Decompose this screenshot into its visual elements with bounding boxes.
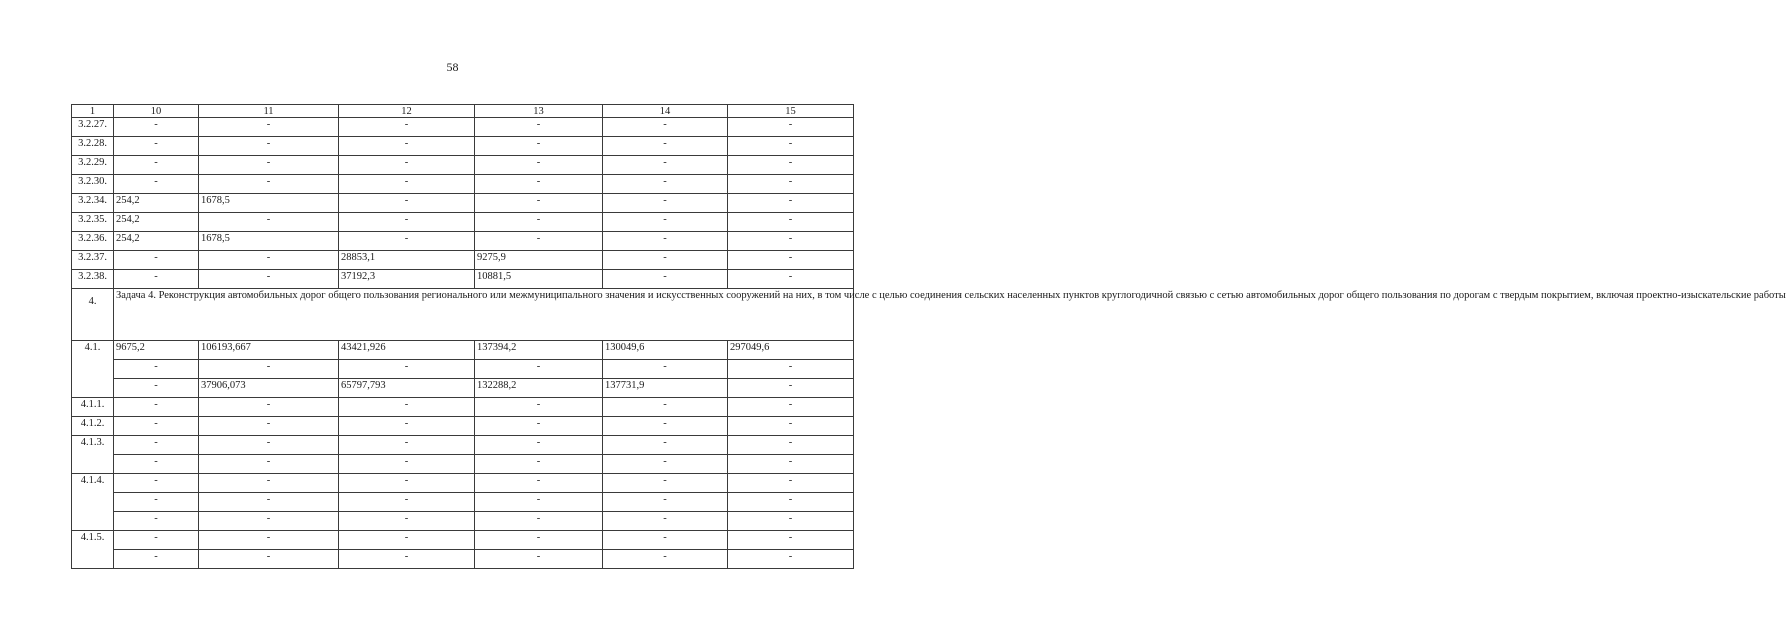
table-row bbox=[72, 398, 854, 417]
value-cell: - bbox=[475, 417, 603, 436]
table-row bbox=[72, 156, 854, 175]
value-cell: - bbox=[114, 436, 199, 455]
value-cell: 130049,6 bbox=[603, 341, 728, 360]
value-cell: - bbox=[114, 270, 199, 289]
value-cell: - bbox=[199, 455, 339, 474]
value-cell: - bbox=[728, 417, 854, 436]
row-number: 3.2.34. bbox=[72, 194, 114, 213]
row-number: 3.2.29. bbox=[72, 156, 114, 175]
table-row bbox=[72, 118, 854, 137]
value-cell: - bbox=[603, 251, 728, 270]
value-cell: - bbox=[114, 137, 199, 156]
table-row bbox=[72, 512, 854, 531]
value-cell: - bbox=[199, 251, 339, 270]
value-cell: - bbox=[603, 118, 728, 137]
value-cell: - bbox=[475, 232, 603, 251]
value-cell: - bbox=[114, 531, 199, 550]
value-cell: - bbox=[603, 156, 728, 175]
row-number: 3.2.28. bbox=[72, 137, 114, 156]
value-cell: 254,2 bbox=[114, 213, 199, 232]
row-number: 3.2.27. bbox=[72, 118, 114, 137]
value-cell: - bbox=[199, 417, 339, 436]
task-row bbox=[72, 289, 854, 341]
table-row bbox=[72, 270, 854, 289]
row-number: 3.2.37. bbox=[72, 251, 114, 270]
value-cell: - bbox=[475, 512, 603, 531]
value-cell: 10881,5 bbox=[475, 270, 603, 289]
value-cell: - bbox=[603, 398, 728, 417]
row-number: 4.1.5. bbox=[72, 531, 114, 569]
value-cell: - bbox=[114, 455, 199, 474]
value-cell: - bbox=[339, 550, 475, 569]
value-cell: - bbox=[339, 493, 475, 512]
table-row bbox=[72, 137, 854, 156]
row-number: 3.2.30. bbox=[72, 175, 114, 194]
column-header: 15 bbox=[728, 105, 854, 118]
value-cell: 9675,2 bbox=[114, 341, 199, 360]
value-cell: - bbox=[728, 194, 854, 213]
table-row bbox=[72, 550, 854, 569]
table-row bbox=[72, 436, 854, 455]
row-number: 3.2.36. bbox=[72, 232, 114, 251]
header-row bbox=[72, 105, 854, 118]
value-cell: - bbox=[339, 474, 475, 493]
value-cell: - bbox=[728, 118, 854, 137]
value-cell: 37906,073 bbox=[199, 379, 339, 398]
value-cell: - bbox=[114, 379, 199, 398]
value-cell: - bbox=[339, 137, 475, 156]
task-description: Задача 4. Реконструкция автомобильных дорог общего пользования регионального или межмуниципального значения и искусственных сооружений на них, в том числе с целью соединения сельских населенных пунктов круглогодичной связью с сетью автомобильных дорог общего пользования по дорогам с твердым покрытием, включая проектно-изыскательские работы bbox=[114, 289, 854, 341]
value-cell: - bbox=[199, 360, 339, 379]
value-cell: 106193,667 bbox=[199, 341, 339, 360]
value-cell: - bbox=[475, 493, 603, 512]
value-cell: - bbox=[475, 213, 603, 232]
table-row bbox=[72, 213, 854, 232]
value-cell: - bbox=[339, 156, 475, 175]
value-cell: - bbox=[199, 118, 339, 137]
table-row bbox=[72, 493, 854, 512]
row-number: 3.2.38. bbox=[72, 270, 114, 289]
value-cell: - bbox=[199, 137, 339, 156]
value-cell: - bbox=[728, 213, 854, 232]
value-cell: - bbox=[728, 531, 854, 550]
value-cell: 28853,1 bbox=[339, 251, 475, 270]
column-header: 14 bbox=[603, 105, 728, 118]
value-cell: - bbox=[728, 398, 854, 417]
value-cell: - bbox=[114, 512, 199, 531]
column-header: 1 bbox=[72, 105, 114, 118]
value-cell: - bbox=[475, 194, 603, 213]
value-cell: - bbox=[199, 531, 339, 550]
row-number: 4.1. bbox=[72, 341, 114, 398]
value-cell: - bbox=[339, 175, 475, 194]
row-number: 4.1.4. bbox=[72, 474, 114, 531]
value-cell: - bbox=[728, 270, 854, 289]
value-cell: - bbox=[114, 118, 199, 137]
value-cell: - bbox=[339, 531, 475, 550]
value-cell: - bbox=[475, 474, 603, 493]
value-cell: 65797,793 bbox=[339, 379, 475, 398]
table-row bbox=[72, 531, 854, 550]
value-cell: - bbox=[475, 550, 603, 569]
value-cell: 9275,9 bbox=[475, 251, 603, 270]
row-number: 4.1.1. bbox=[72, 398, 114, 417]
value-cell: - bbox=[728, 550, 854, 569]
value-cell: - bbox=[475, 531, 603, 550]
value-cell: - bbox=[475, 175, 603, 194]
value-cell: - bbox=[603, 232, 728, 251]
value-cell: - bbox=[728, 455, 854, 474]
value-cell: - bbox=[339, 436, 475, 455]
value-cell: - bbox=[603, 213, 728, 232]
row-number: 4.1.2. bbox=[72, 417, 114, 436]
table-row bbox=[72, 251, 854, 270]
value-cell: - bbox=[339, 455, 475, 474]
value-cell: - bbox=[603, 455, 728, 474]
value-cell: - bbox=[603, 175, 728, 194]
value-cell: - bbox=[603, 436, 728, 455]
value-cell: - bbox=[339, 512, 475, 531]
value-cell: - bbox=[114, 360, 199, 379]
column-header: 10 bbox=[114, 105, 199, 118]
value-cell: - bbox=[603, 550, 728, 569]
value-cell: - bbox=[475, 156, 603, 175]
value-cell: 137731,9 bbox=[603, 379, 728, 398]
value-cell: - bbox=[114, 417, 199, 436]
value-cell: - bbox=[475, 398, 603, 417]
value-cell: - bbox=[339, 360, 475, 379]
value-cell: - bbox=[603, 512, 728, 531]
value-cell: - bbox=[339, 398, 475, 417]
value-cell: - bbox=[728, 360, 854, 379]
value-cell: 43421,926 bbox=[339, 341, 475, 360]
table-row bbox=[72, 194, 854, 213]
value-cell: - bbox=[199, 213, 339, 232]
table-row bbox=[72, 455, 854, 474]
column-header: 12 bbox=[339, 105, 475, 118]
value-cell: - bbox=[339, 232, 475, 251]
value-cell: 254,2 bbox=[114, 194, 199, 213]
value-cell: 254,2 bbox=[114, 232, 199, 251]
row-number: 3.2.35. bbox=[72, 213, 114, 232]
value-cell: 1678,5 bbox=[199, 194, 339, 213]
value-cell: - bbox=[728, 474, 854, 493]
value-cell: - bbox=[603, 270, 728, 289]
value-cell: - bbox=[603, 417, 728, 436]
value-cell: - bbox=[114, 398, 199, 417]
table-row bbox=[72, 379, 854, 398]
value-cell: - bbox=[728, 175, 854, 194]
value-cell: - bbox=[339, 417, 475, 436]
value-cell: - bbox=[728, 232, 854, 251]
page-number: 58 bbox=[446, 60, 459, 74]
value-cell: - bbox=[114, 550, 199, 569]
value-cell: - bbox=[728, 436, 854, 455]
value-cell: - bbox=[728, 137, 854, 156]
value-cell: - bbox=[114, 474, 199, 493]
value-cell: - bbox=[603, 194, 728, 213]
value-cell: - bbox=[603, 137, 728, 156]
value-cell: - bbox=[475, 360, 603, 379]
value-cell: - bbox=[199, 175, 339, 194]
value-cell: - bbox=[199, 493, 339, 512]
table-row bbox=[72, 360, 854, 379]
table-row bbox=[72, 175, 854, 194]
value-cell: - bbox=[475, 455, 603, 474]
value-cell: - bbox=[728, 379, 854, 398]
value-cell: - bbox=[603, 493, 728, 512]
value-cell: - bbox=[603, 474, 728, 493]
column-header: 11 bbox=[199, 105, 339, 118]
value-cell: - bbox=[728, 493, 854, 512]
column-header: 13 bbox=[475, 105, 603, 118]
budget-table bbox=[71, 104, 1786, 569]
value-cell: - bbox=[199, 550, 339, 569]
table-row bbox=[72, 232, 854, 251]
value-cell: 132288,2 bbox=[475, 379, 603, 398]
value-cell: - bbox=[114, 175, 199, 194]
value-cell: 137394,2 bbox=[475, 341, 603, 360]
value-cell: - bbox=[339, 213, 475, 232]
table-row bbox=[72, 341, 854, 360]
value-cell: - bbox=[199, 270, 339, 289]
value-cell: 297049,6 bbox=[728, 341, 854, 360]
value-cell: - bbox=[114, 493, 199, 512]
value-cell: - bbox=[603, 531, 728, 550]
value-cell: - bbox=[199, 512, 339, 531]
value-cell: - bbox=[199, 156, 339, 175]
value-cell: - bbox=[475, 118, 603, 137]
row-number: 4.1.3. bbox=[72, 436, 114, 474]
value-cell: 37192,3 bbox=[339, 270, 475, 289]
value-cell: - bbox=[199, 436, 339, 455]
value-cell: - bbox=[199, 474, 339, 493]
value-cell: - bbox=[728, 251, 854, 270]
value-cell: - bbox=[603, 360, 728, 379]
value-cell: - bbox=[114, 156, 199, 175]
value-cell: - bbox=[728, 156, 854, 175]
task-number: 4. bbox=[72, 289, 114, 341]
table-row bbox=[72, 474, 854, 493]
value-cell: - bbox=[728, 512, 854, 531]
table-row bbox=[72, 417, 854, 436]
value-cell: - bbox=[339, 118, 475, 137]
table-body bbox=[72, 105, 1786, 569]
value-cell: - bbox=[114, 251, 199, 270]
value-cell: 1678,5 bbox=[199, 232, 339, 251]
value-cell: - bbox=[475, 137, 603, 156]
value-cell: - bbox=[339, 194, 475, 213]
value-cell: - bbox=[475, 436, 603, 455]
value-cell: - bbox=[199, 398, 339, 417]
